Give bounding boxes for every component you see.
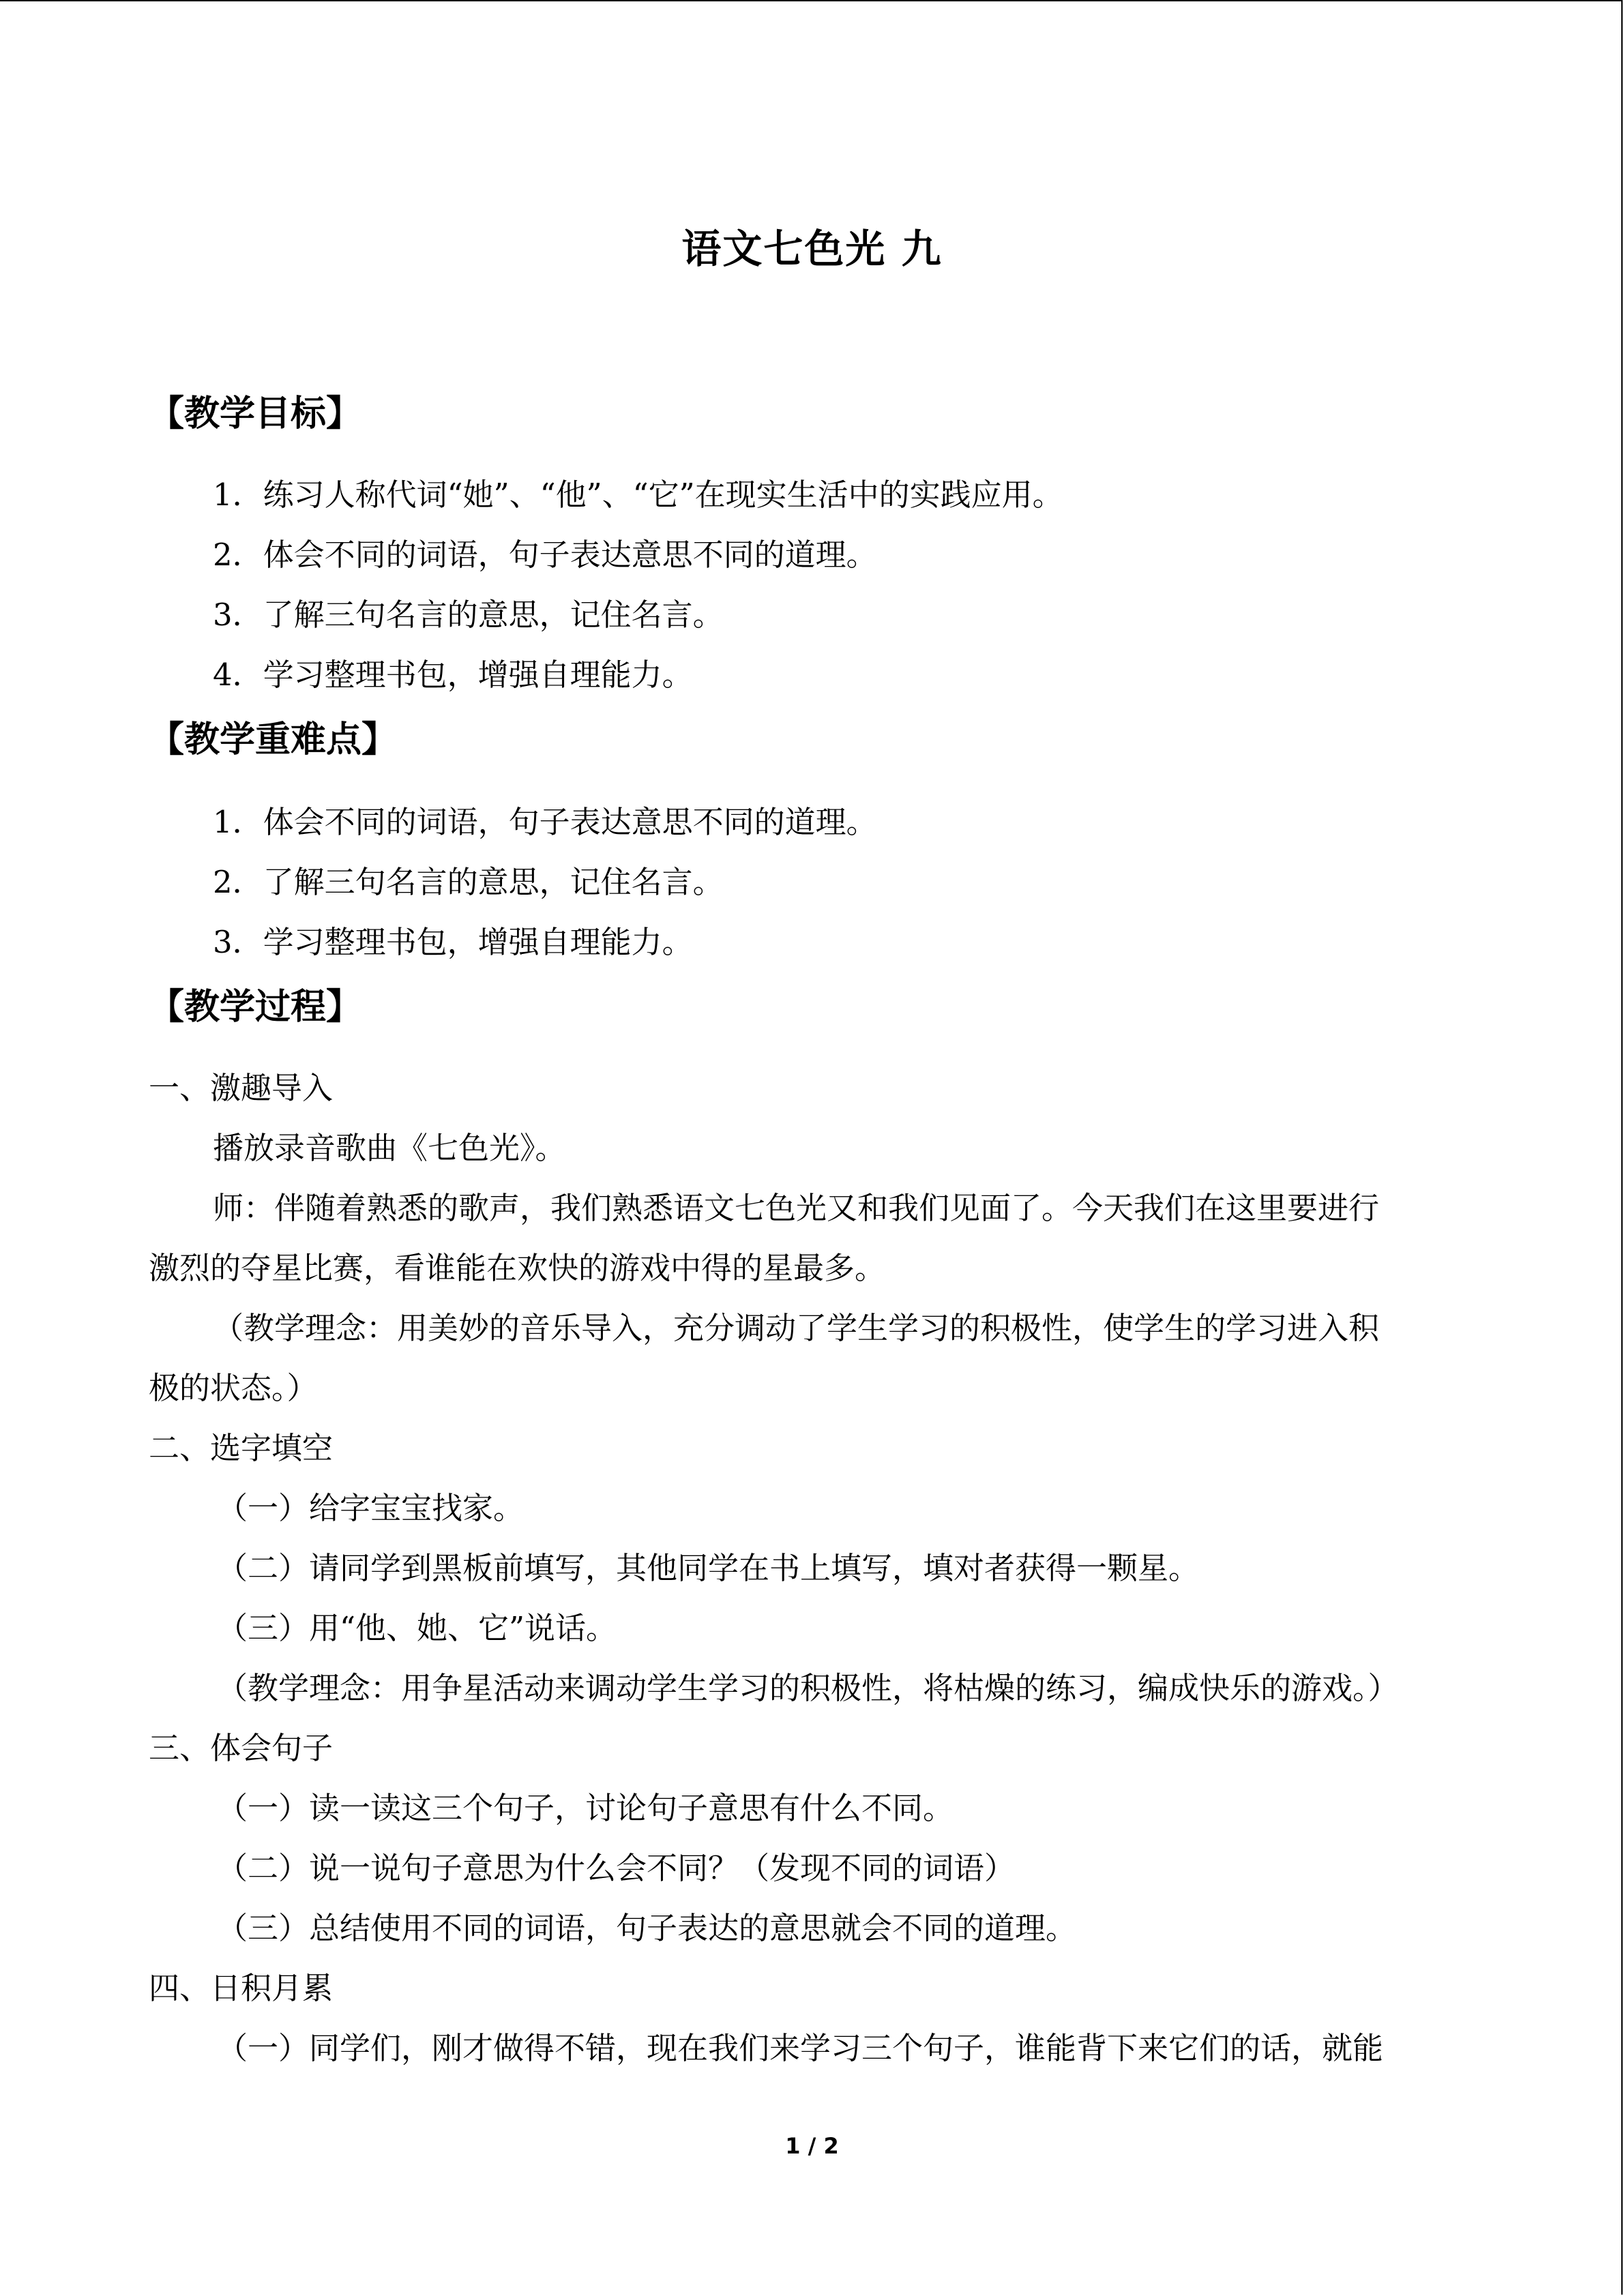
list-item: （一）读一读这三个句子，讨论句子意思有什么不同。: [217, 1790, 954, 1826]
list-item: （二）说一说句子意思为什么会不同？（发现不同的词语）: [217, 1850, 1016, 1886]
paragraph: 激烈的夺星比赛，看谁能在欢快的游戏中得的星最多。: [149, 1250, 886, 1286]
list-item: （一）给字宝宝找家。: [217, 1490, 525, 1526]
paragraph: 播放录音歌曲《七色光》。: [213, 1130, 566, 1166]
process-part-title: 四、日积月累: [149, 1970, 334, 2006]
keypoint-item: 1．体会不同的词语，句子表达意思不同的道理。: [213, 804, 877, 840]
list-item: （二）请同学到黑板前填写，其他同学在书上填写，填对者获得一颗星。: [217, 1550, 1200, 1586]
goal-item: 4．学习整理书包，增强自理能力。: [213, 657, 693, 693]
list-item: （三）用“他、她、它”说话。: [217, 1610, 617, 1646]
process-part-title: 三、体会句子: [149, 1730, 334, 1766]
section-heading-process: 【教学过程】: [149, 987, 362, 1028]
section-heading-keypoints: 【教学重难点】: [149, 719, 398, 760]
section-heading-goals: 【教学目标】: [149, 393, 362, 434]
teaching-note: 极的状态。）: [149, 1370, 318, 1406]
goal-item: 3．了解三句名言的意思，记住名言。: [213, 597, 724, 633]
process-part-title: 一、激趣导入: [149, 1070, 334, 1106]
goal-item: 1．练习人称代词“她”、“他”、“它”在现实生活中的实践应用。: [213, 477, 1063, 513]
teaching-note: （教学理念：用争星活动来调动学生学习的积极性，将枯燥的练习，编成快乐的游戏。）: [217, 1670, 1399, 1706]
page-number: 1 / 2: [785, 2133, 839, 2159]
paragraph: 师：伴随着熟悉的歌声，我们熟悉语文七色光又和我们见面了。今天我们在这里要进行: [213, 1190, 1380, 1226]
paragraph: （一）同学们，刚才做得不错，现在我们来学习三个句子，谁能背下来它们的话，就能: [217, 2030, 1384, 2066]
list-item: （三）总结使用不同的词语，句子表达的意思就会不同的道理。: [217, 1910, 1077, 1946]
goal-item: 2．体会不同的词语，句子表达意思不同的道理。: [213, 537, 877, 573]
keypoint-item: 2．了解三句名言的意思，记住名言。: [213, 864, 724, 900]
teaching-note: （教学理念：用美妙的音乐导入，充分调动了学生学习的积极性，使学生的学习进入积: [213, 1310, 1380, 1346]
page-title: 语文七色光 九: [681, 226, 943, 272]
process-part-title: 二、选字填空: [149, 1430, 334, 1466]
keypoint-item: 3．学习整理书包，增强自理能力。: [213, 924, 693, 960]
